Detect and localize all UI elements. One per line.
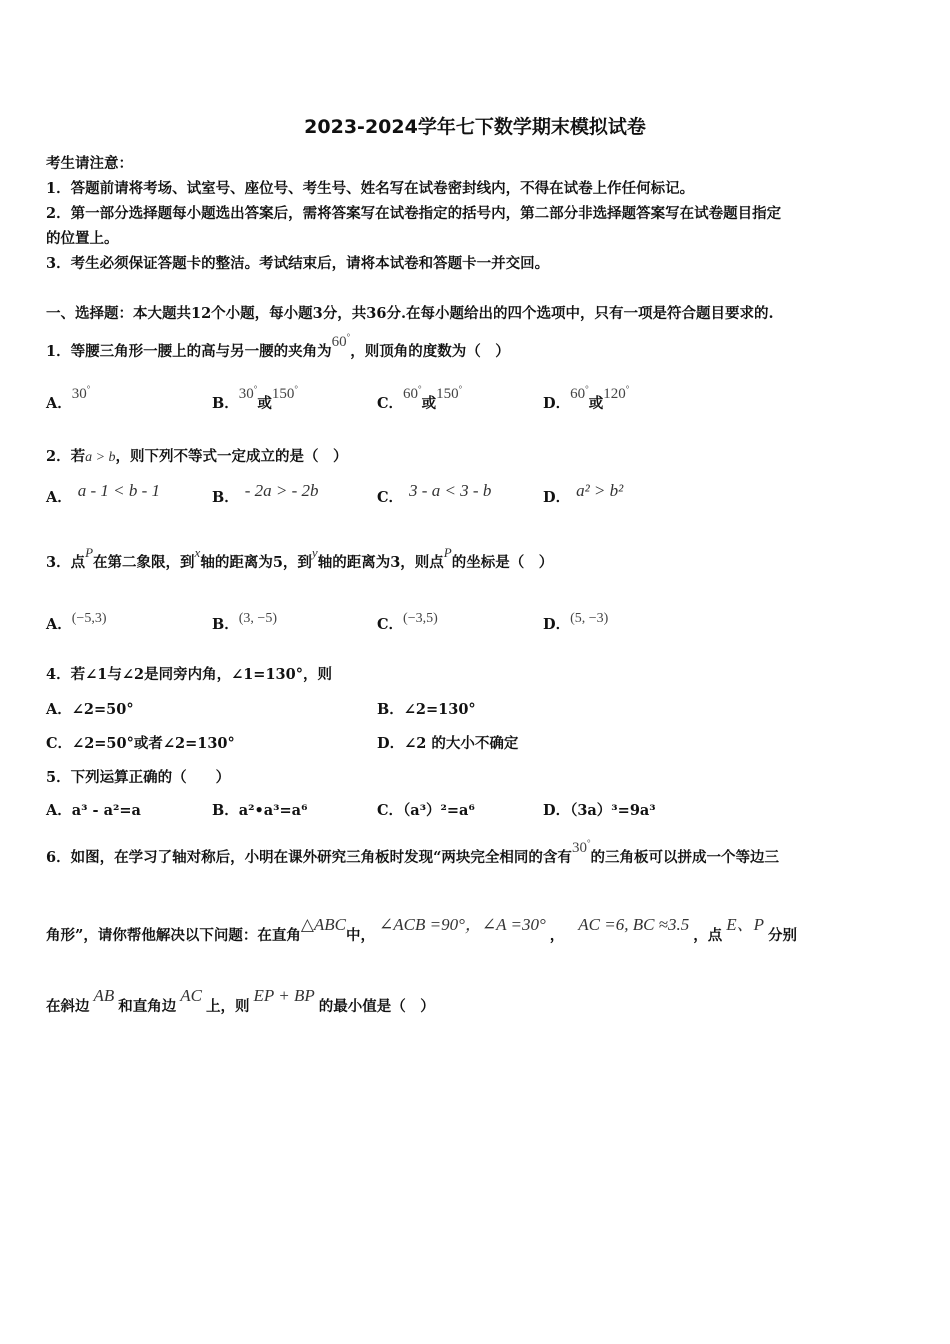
q4-option-c[interactable]: [46, 732, 235, 753]
q3-text-2: 在第二象限，到: [93, 554, 195, 571]
option-letter: C．: [377, 489, 404, 506]
option-value-1: 60°: [403, 384, 422, 402]
q3-var-x: x: [194, 545, 201, 560]
option-letter: C．: [377, 616, 404, 633]
option-or: 或: [257, 395, 272, 412]
option-or: 或: [588, 395, 604, 412]
question-2: [46, 445, 348, 466]
option-value-2: 150°: [271, 384, 298, 402]
q4-option-b[interactable]: [377, 698, 476, 719]
q6-text: 的三角板可以拼成一个等边三: [590, 849, 780, 866]
q2-option-a[interactable]: [46, 481, 161, 507]
q6-sum-expr: EP + BP: [253, 986, 315, 1005]
option-text: a³ - a²=a: [71, 802, 141, 819]
q3-text-1: 3．点: [46, 554, 86, 571]
q3-text-4: 轴的距离为3，则点: [317, 554, 444, 571]
option-letter: B．: [212, 395, 239, 412]
q4-option-a[interactable]: [46, 698, 134, 719]
question-1: [46, 332, 510, 361]
q1-option-c[interactable]: [377, 384, 463, 413]
q3-option-d[interactable]: [543, 613, 608, 634]
q2-condition: a > b: [85, 450, 116, 465]
option-text: ∠2=50°: [71, 701, 134, 718]
option-expr: (−3,5): [403, 611, 438, 626]
option-expr: a² > b²: [576, 481, 624, 500]
q5-option-d[interactable]: [543, 799, 656, 820]
q3-var-p-2: P: [443, 545, 452, 560]
q6-text: ，点: [693, 927, 723, 944]
q1-angle: 60°: [331, 332, 351, 350]
option-letter: D．: [543, 616, 571, 633]
option-value-2: 150°: [436, 384, 463, 402]
option-value-1: 30°: [238, 384, 258, 402]
option-expr: (−5,3): [71, 611, 107, 626]
q4-option-d[interactable]: [377, 732, 518, 753]
q6-lengths: AC =6, BC ≈3.5: [578, 915, 690, 934]
q3-text-3: 轴的距离为5，到: [200, 554, 312, 571]
q2-text-pre: 2．若: [46, 448, 86, 465]
notice-item-2: 2．第一部分选择题每小题选出答案后，需将答案写在试卷指定的括号内，第二部分非选择题答案写在试卷题目指定: [46, 205, 782, 222]
q1-text-post: ，则顶角的度数为（ ）: [350, 343, 510, 360]
option-text: （3a）³=9a³: [570, 802, 656, 819]
option-letter: C．: [377, 802, 404, 819]
q6-leg: AC: [180, 986, 203, 1005]
option-expr: - 2a > - 2b: [244, 481, 319, 500]
option-text: （a³）²=a⁶: [403, 802, 475, 819]
question-6-line-1: [46, 838, 780, 867]
q6-text: 6．如图，在学习了轴对称后，小明在课外研究三角板时发现“两块完全相同的含有: [46, 849, 572, 866]
option-letter: B．: [212, 802, 239, 819]
q6-angles: ∠ACB =90°，∠A =30°: [379, 915, 546, 934]
option-letter: A．: [46, 701, 72, 718]
q6-text: 上，则: [206, 998, 250, 1015]
question-6-line-2: [46, 915, 798, 945]
option-letter: D．: [543, 489, 571, 506]
option-letter: A．: [46, 802, 72, 819]
question-5: 5．下列运算正确的（ ）: [46, 769, 231, 786]
q2-option-c[interactable]: [377, 481, 492, 507]
option-letter: A．: [46, 395, 72, 412]
q6-text: 分别: [768, 927, 798, 944]
option-text: ∠2=50°或者∠2=130°: [72, 735, 235, 752]
notice-item-1: 1．答题前请将考场、试室号、座位号、考生号、姓名写在试卷密封线内，不得在试卷上作任何标记。: [46, 180, 695, 197]
q2-option-d[interactable]: [543, 481, 624, 507]
option-expr: (3, −5): [238, 611, 277, 626]
option-letter: C．: [377, 395, 404, 412]
option-text: a²•a³=a⁶: [238, 802, 308, 819]
option-letter: B．: [212, 489, 239, 506]
option-letter: D．: [377, 735, 405, 752]
q3-var-y: y: [311, 545, 318, 560]
q1-text-pre: 1．等腰三角形一腰上的高与另一腰的夹角为: [46, 343, 332, 360]
option-letter: B．: [377, 701, 404, 718]
option-expr: a - 1 < b - 1: [77, 481, 161, 500]
section-heading: 一、选择题：本大题共12个小题，每小题3分，共36分.在每小题给出的四个选项中，只有一项是符合题目要求的.: [46, 305, 774, 322]
option-expr: (5, −3): [570, 611, 609, 626]
option-expr: 3 - a < 3 - b: [409, 481, 492, 500]
option-letter: D．: [543, 395, 571, 412]
q6-hypotenuse: AB: [93, 986, 115, 1005]
option-letter: A．: [46, 616, 72, 633]
q5-option-b[interactable]: [212, 799, 307, 820]
q6-text: 的最小值是（ ）: [318, 998, 435, 1015]
q6-text: 在斜边: [46, 998, 90, 1015]
question-3: [46, 545, 554, 572]
q5-option-c[interactable]: [377, 799, 475, 820]
option-letter: A．: [46, 489, 72, 506]
q3-text-5: 的坐标是（ ）: [451, 554, 554, 571]
q6-triangle: △ABC: [300, 915, 347, 934]
question-6-line-3: [46, 986, 435, 1016]
q2-text-post: ，则下列不等式一定成立的是（ ）: [115, 448, 348, 465]
q3-option-a[interactable]: [46, 613, 107, 634]
option-value-1: 60°: [570, 384, 589, 402]
q1-option-a[interactable]: [46, 384, 91, 413]
q6-angle-30: 30°: [571, 838, 591, 856]
notice-item-2-cont: 的位置上。: [46, 230, 119, 247]
q5-option-a[interactable]: [46, 799, 141, 820]
q1-option-b[interactable]: [212, 384, 298, 413]
option-letter: C．: [46, 735, 73, 752]
q3-option-c[interactable]: [377, 613, 438, 634]
q1-option-d[interactable]: [543, 384, 630, 413]
page-title: 2023-2024学年七下数学期末模拟试卷: [304, 116, 646, 138]
q3-var-p: P: [85, 545, 94, 560]
q6-text: 中，: [346, 927, 376, 944]
option-value: 30°: [71, 384, 91, 402]
option-value-2: 120°: [603, 384, 630, 402]
q6-text: 角形”，请你帮他解决以下问题：在直角: [46, 927, 301, 944]
option-letter: D．: [543, 802, 571, 819]
q6-text: ，: [549, 927, 565, 944]
option-letter: B．: [212, 616, 239, 633]
q6-points: E、P: [726, 915, 765, 934]
q6-text: 和直角边: [118, 998, 177, 1015]
option-text: ∠2 的大小不确定: [404, 735, 519, 752]
option-text: ∠2=130°: [403, 701, 476, 718]
q3-option-b[interactable]: [212, 613, 277, 634]
question-4: 4．若∠1与∠2是同旁内角，∠1=130°，则: [46, 666, 332, 683]
q2-option-b[interactable]: [212, 481, 319, 507]
notice-heading: 考生请注意：: [46, 155, 133, 172]
notice-item-3: 3．考生必须保证答题卡的整洁。考试结束后，请将本试卷和答题卡一并交回。: [46, 255, 550, 272]
option-or: 或: [421, 395, 437, 412]
